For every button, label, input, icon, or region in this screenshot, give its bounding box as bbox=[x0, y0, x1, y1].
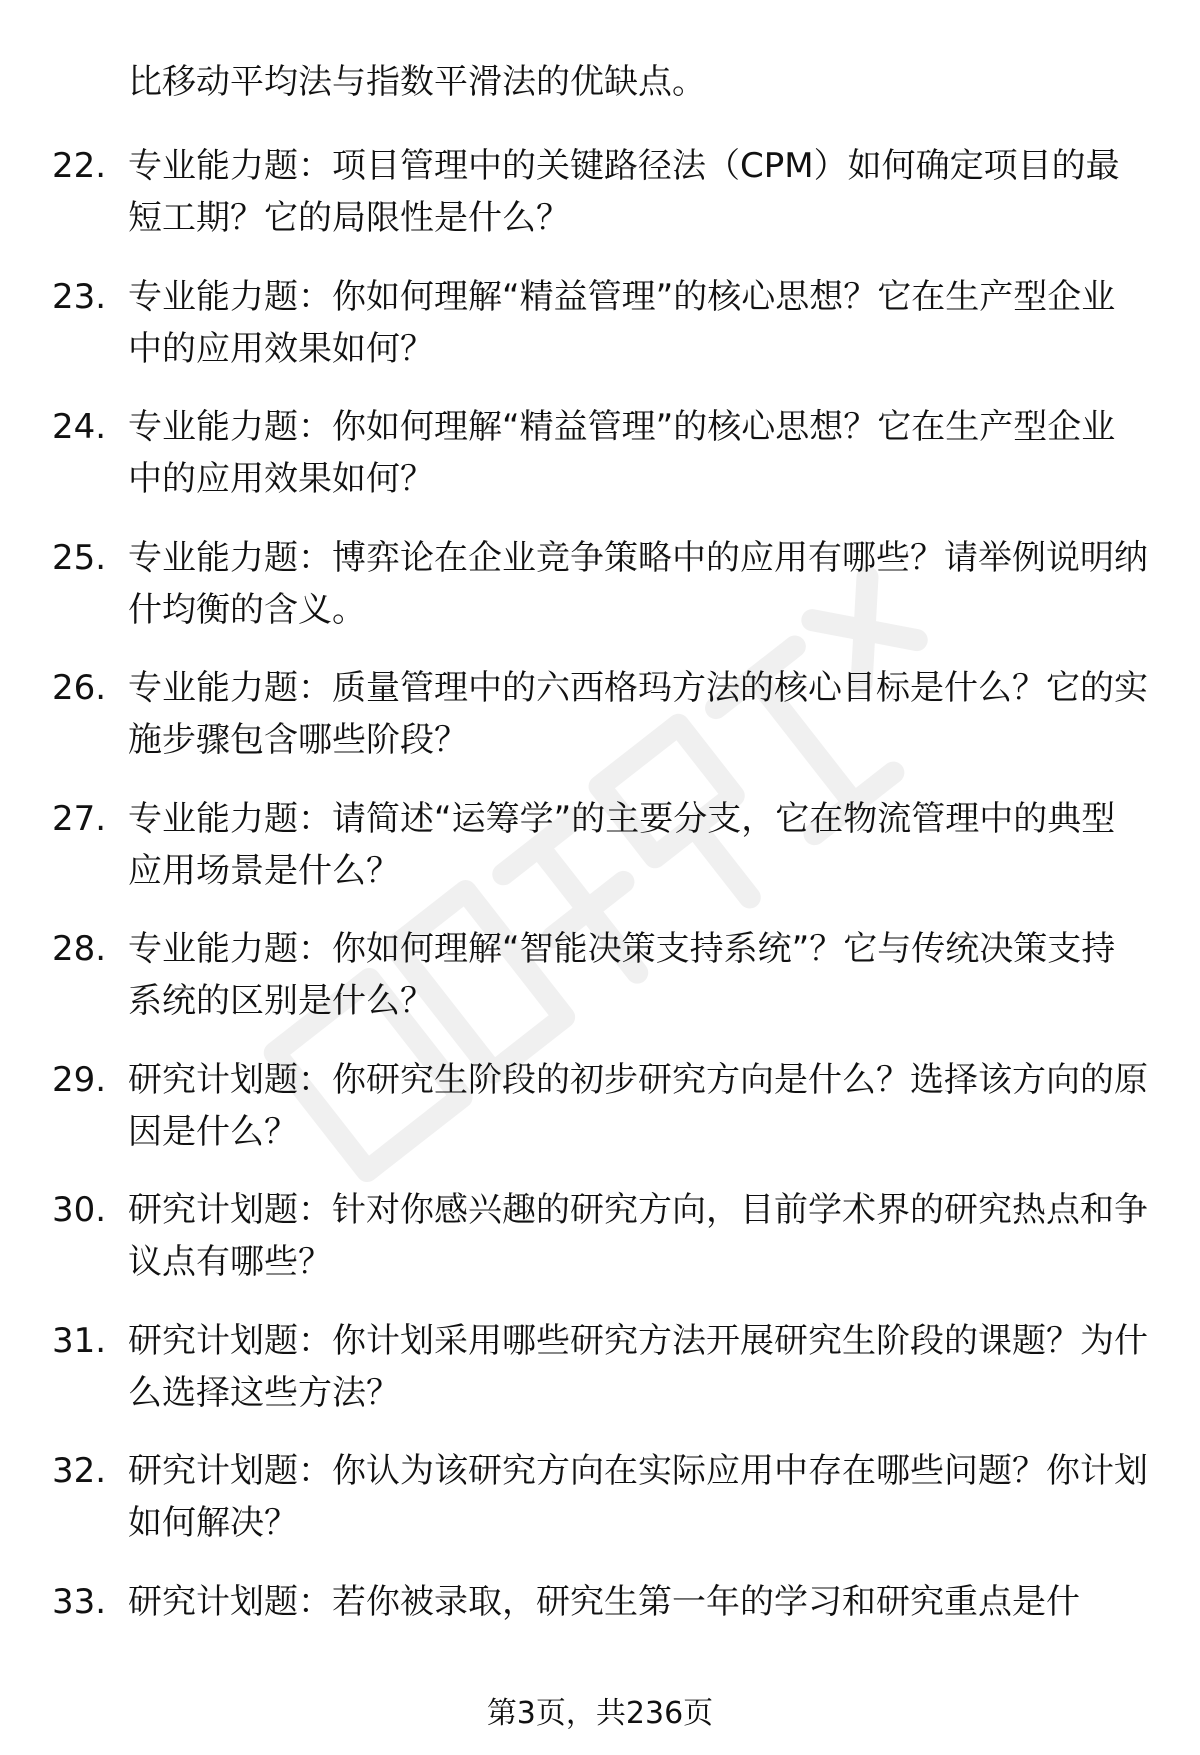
list-item bbox=[0, 1576, 1200, 1707]
question-number: 32. bbox=[52, 1451, 107, 1491]
question-text: 专业能力题：质量管理中的六西格玛方法的核心目标是什么？它的实施步骤包含哪些阶段？ bbox=[128, 668, 1148, 760]
question-number: 33. bbox=[52, 1581, 107, 1622]
list-item bbox=[0, 1315, 1200, 1446]
question-text: 专业能力题：博弈论在企业竞争策略中的应用有哪些？请举例说明纳什均衡的含义。 bbox=[128, 537, 1148, 630]
continuation-text: 比移动平均法与指数平滑法的优缺点。 bbox=[128, 62, 706, 102]
question-number: 26. bbox=[52, 668, 107, 708]
question-number: 25. bbox=[52, 537, 107, 578]
list-item bbox=[0, 1445, 1200, 1576]
list-item bbox=[0, 793, 1200, 924]
question-text: 研究计划题：针对你感兴趣的研究方向，目前学术界的研究热点和争议点有哪些？ bbox=[128, 1190, 1148, 1282]
page-number: 第3页，共236页 bbox=[486, 1696, 714, 1731]
question-list bbox=[0, 140, 1200, 1706]
question-number: 23. bbox=[52, 276, 107, 317]
question-text: 研究计划题：你认为该研究方向在实际应用中存在哪些问题？你计划如何解决？ bbox=[128, 1451, 1148, 1543]
question-number: 24. bbox=[52, 407, 107, 447]
question-number: 30. bbox=[52, 1190, 107, 1230]
question-text: 研究计划题：若你被录取，研究生第一年的学习和研究重点是什 bbox=[128, 1581, 1080, 1622]
question-number: 28. bbox=[52, 929, 107, 969]
question-text: 专业能力题：你如何理解“精益管理”的核心思想？它在生产型企业中的应用效果如何？ bbox=[128, 407, 1116, 499]
question-number: 29. bbox=[52, 1059, 107, 1100]
question-number: 31. bbox=[52, 1320, 107, 1361]
list-item bbox=[0, 1054, 1200, 1185]
list-item bbox=[0, 923, 1200, 1054]
list-item bbox=[0, 1184, 1200, 1315]
question-text: 研究计划题：你研究生阶段的初步研究方向是什么？选择该方向的原因是什么？ bbox=[128, 1059, 1148, 1152]
list-item bbox=[0, 271, 1200, 402]
list-item bbox=[0, 532, 1200, 663]
list-item bbox=[0, 662, 1200, 793]
list-item bbox=[0, 140, 1200, 271]
question-text: 专业能力题：项目管理中的关键路径法（CPM）如何确定项目的最短工期？它的局限性是什么？ bbox=[128, 146, 1120, 238]
question-text: 研究计划题：你计划采用哪些研究方法开展研究生阶段的课题？为什么选择这些方法？ bbox=[128, 1320, 1148, 1413]
question-text: 专业能力题：你如何理解“精益管理”的核心思想？它在生产型企业中的应用效果如何？ bbox=[128, 276, 1116, 369]
question-number: 27. bbox=[52, 798, 107, 839]
question-text: 专业能力题：请简述“运筹学”的主要分支，它在物流管理中的典型应用场景是什么？ bbox=[128, 798, 1116, 891]
list-item bbox=[0, 401, 1200, 532]
question-number: 22. bbox=[52, 146, 107, 186]
question-text: 专业能力题：你如何理解“智能决策支持系统”？它与传统决策支持系统的区别是什么？ bbox=[128, 929, 1116, 1021]
